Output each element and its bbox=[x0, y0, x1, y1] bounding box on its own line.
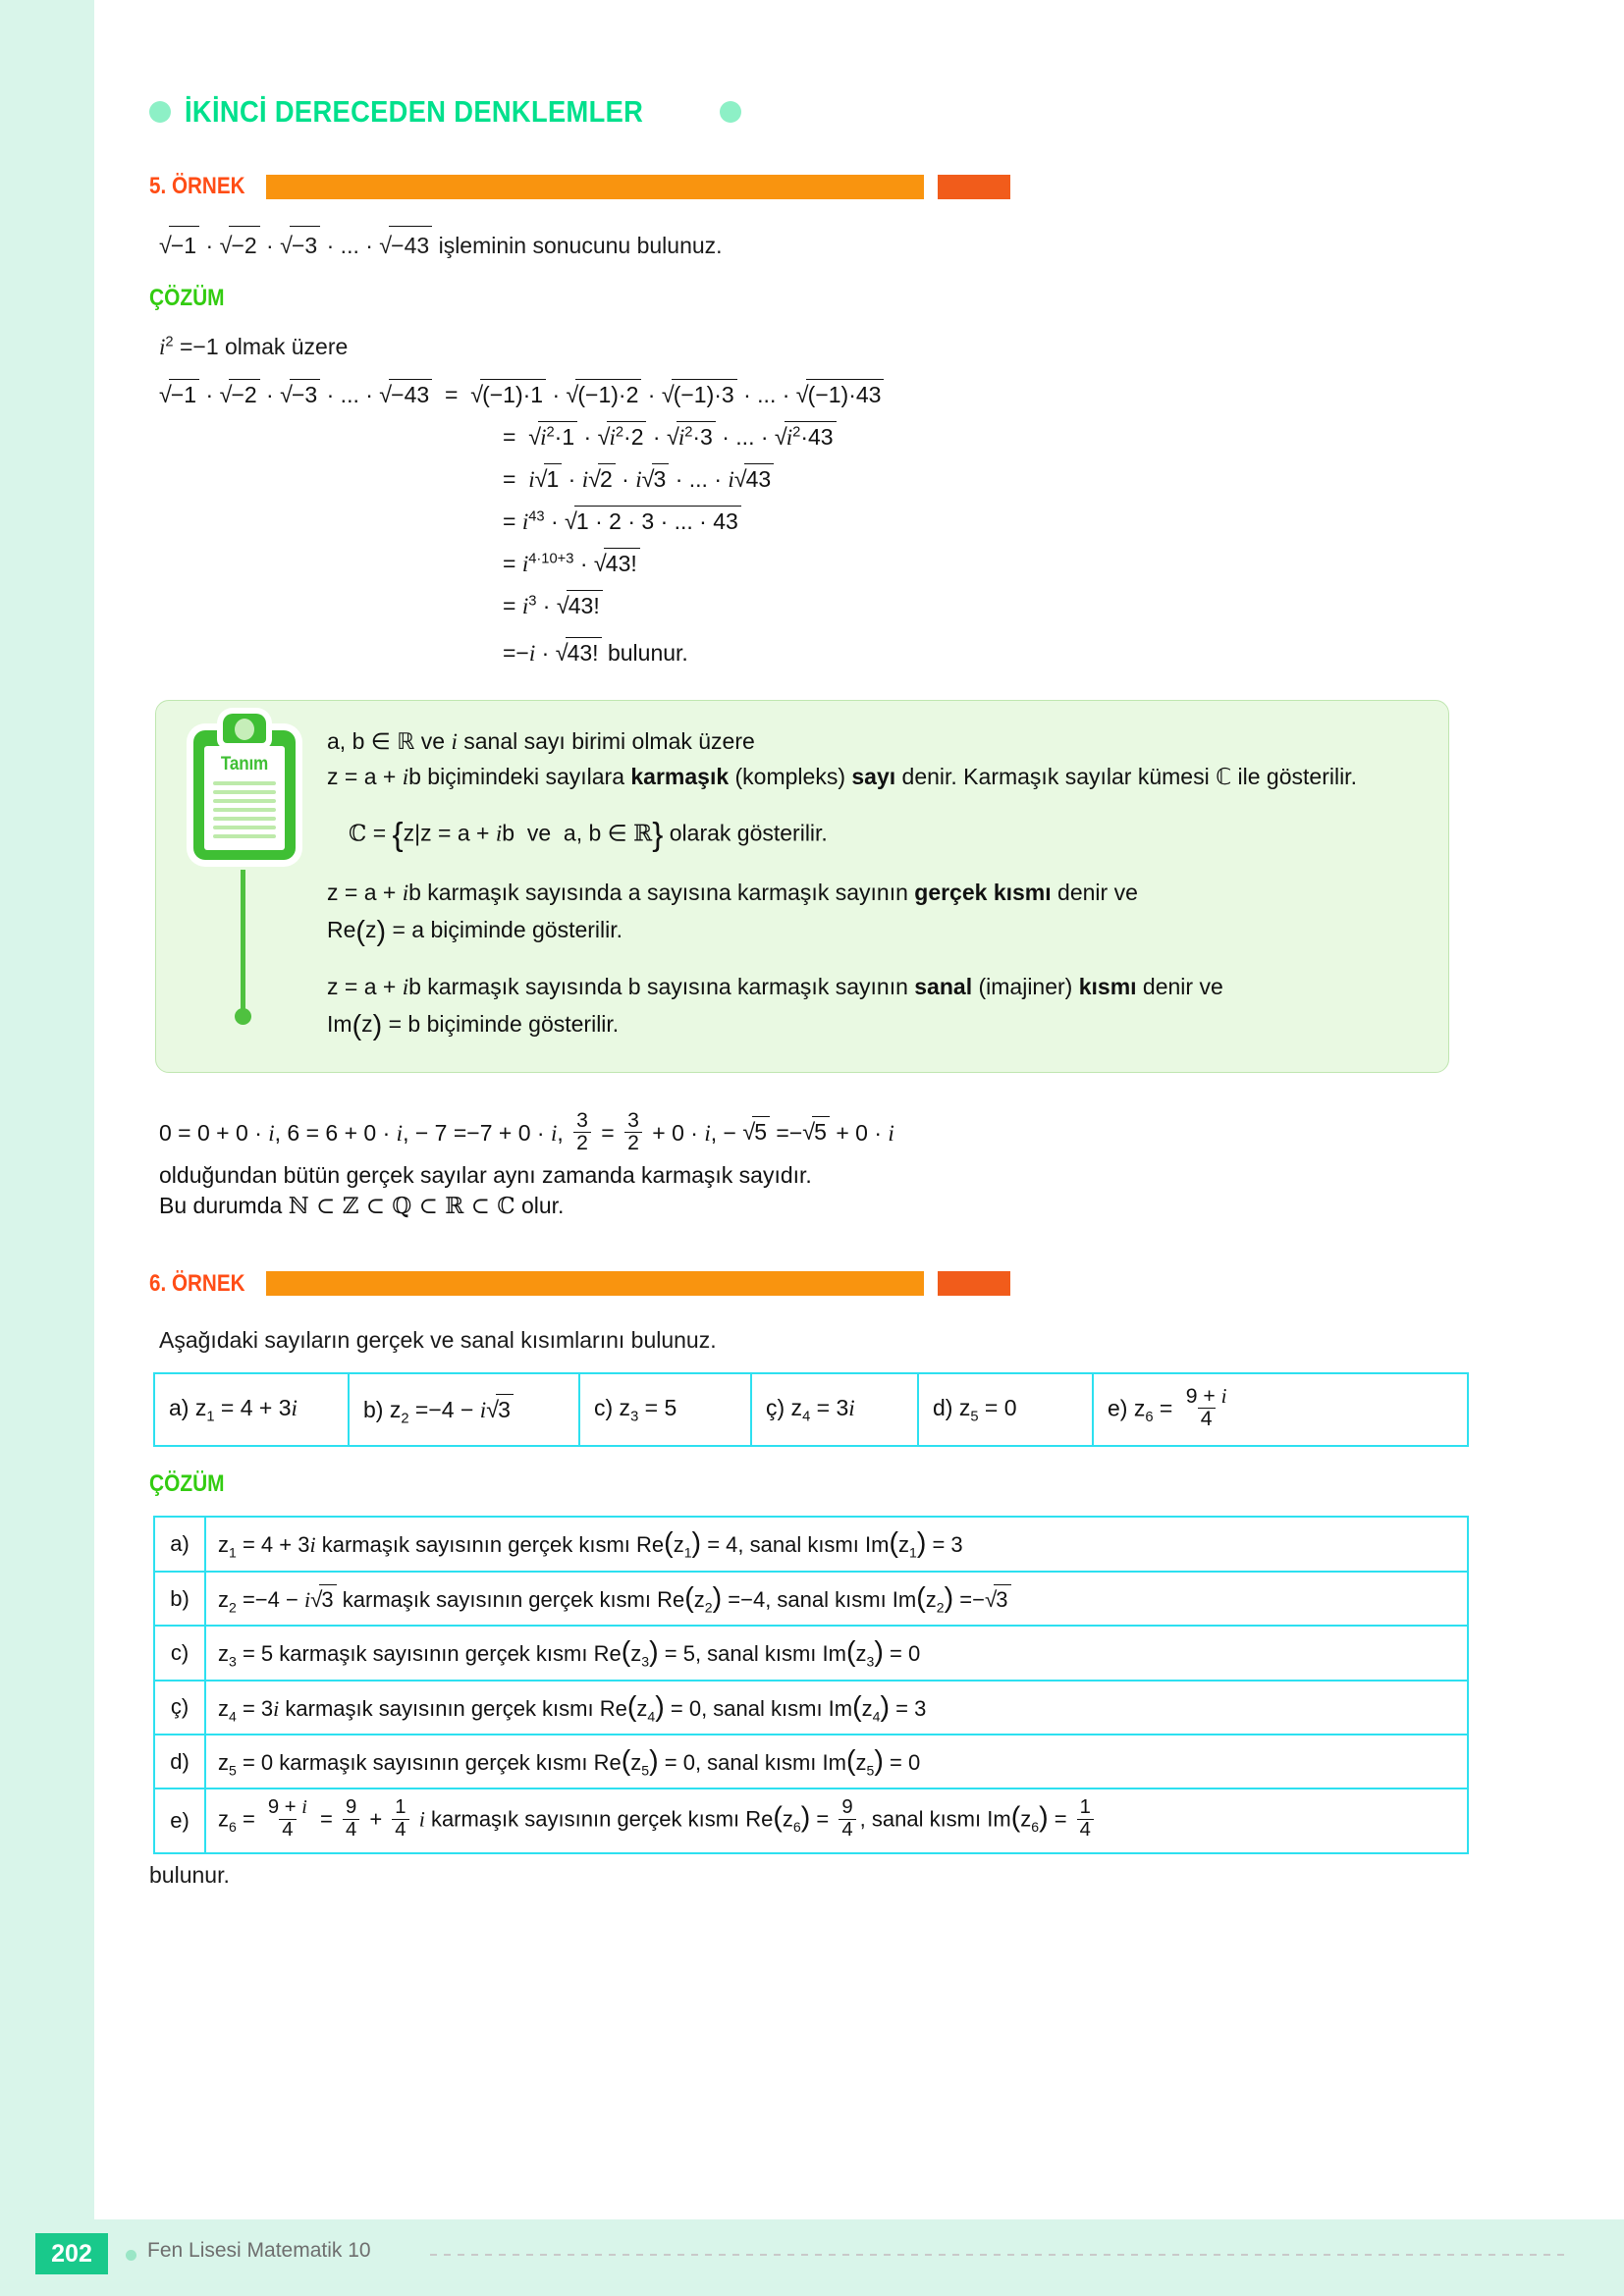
example6-question-table bbox=[153, 1372, 1469, 1447]
def-p1-i: i bbox=[451, 728, 458, 754]
solution-mid-c: karmaşık sayısının gerçek kısmı bbox=[279, 1641, 588, 1667]
premise-i: i bbox=[159, 335, 166, 360]
definition-icon-column bbox=[180, 724, 317, 1048]
table-row bbox=[154, 1681, 1468, 1735]
remark-line2-pre: Bu durumda bbox=[159, 1192, 283, 1218]
item-key-c: c) bbox=[594, 1395, 614, 1421]
def-p2-bold1: karmaşık bbox=[630, 763, 730, 789]
def-p2-bold2: sayı bbox=[851, 763, 896, 789]
example6-banner bbox=[149, 1270, 1524, 1298]
def-p2-mid2: (kompleks) bbox=[729, 763, 852, 789]
question-cell-b: b) $z_2 =-4 - i√3$ bbox=[349, 1373, 579, 1446]
page-content bbox=[149, 94, 1524, 1892]
page-number-badge: 202 bbox=[35, 2233, 108, 2274]
example6-solution-table bbox=[153, 1516, 1469, 1853]
chapter-heading bbox=[149, 94, 1524, 130]
example5-cozum-label: ÇÖZÜM bbox=[149, 285, 225, 312]
solution-sep-a: , sanal kısmı bbox=[737, 1532, 859, 1558]
def-p5-bold: sanal bbox=[914, 973, 973, 999]
solution-key-b: b) bbox=[154, 1572, 205, 1626]
remark-math-line: 0 = 0 + 0 · i, 6 = 6 + 0 · i, − 7 =−7 + 0 · i, $\frac{3}{2}$ = $\frac{3}{2}$ + 0 · i, − √5 =−√5 + 0 · i bbox=[159, 1108, 894, 1154]
solution-sep-cc: , sanal kısmı bbox=[701, 1695, 823, 1721]
example6-bar-end bbox=[938, 1271, 1010, 1296]
solution-value-a: $z_1 = 4 + 3i$ karmaşık sayısının gerçek kısmı $Re(z_1) = 4$, sanal kısmı $Im(z_1) = 3$ bbox=[205, 1517, 1468, 1571]
solution-value-c: $z_3 = 5$ karmaşık sayısının gerçek kısmı $Re(z_3) = 5$, sanal kısmı $Im(z_3) = 0$ bbox=[205, 1626, 1468, 1680]
table-row bbox=[154, 1572, 1468, 1626]
example5-bar-end bbox=[938, 175, 1010, 199]
def-p4-bold: gerçek kısmı bbox=[914, 880, 1052, 906]
remark-set-chain: ℕ ⊂ ℤ ⊂ ℚ ⊂ ℝ ⊂ ℂ bbox=[288, 1193, 515, 1219]
footer-book-title: Fen Lisesi Matematik 10 bbox=[147, 2239, 371, 2262]
def-p2-pre: z = a + bbox=[327, 763, 403, 789]
definition-box bbox=[155, 700, 1449, 1073]
example6-cozum-label: ÇÖZÜM bbox=[149, 1470, 225, 1498]
example5-derivation bbox=[159, 379, 1524, 667]
def-p5-pre: z = a + bbox=[327, 973, 403, 999]
table-row bbox=[154, 1517, 1468, 1571]
bullet-dot-icon-right bbox=[720, 101, 741, 123]
solution-value-d: $z_5 = 0$ karmaşık sayısının gerçek kısmı $Re(z_5) = 0$, sanal kısmı $Im(z_5) = 0$ bbox=[205, 1735, 1468, 1789]
solution-key-e: e) bbox=[154, 1789, 205, 1852]
premise-text: olmak üzere bbox=[225, 334, 349, 360]
solution-key-d: d) bbox=[154, 1735, 205, 1789]
definition-paragraph-real: z = a + ib karmaşık sayısında a sayısına karmaşık sayının gerçek kısmı denir ve Re(z) = a biçiminde gösterilir. bbox=[327, 880, 1138, 948]
item-key-e: e) bbox=[1108, 1395, 1128, 1421]
derivation-step-4: = $i^{43} \cdot √1 \cdot 2 \cdot 3$ · ... · 43 bbox=[159, 506, 1524, 535]
table-row bbox=[154, 1789, 1468, 1852]
item-key-d: d) bbox=[933, 1395, 953, 1421]
derivation-step-1: √−1 · √−2 · √−3 · ... · √−43 = √(−1)·1 · √(−1)·2 · √(−1)·3 · ... · √(−1)·43 bbox=[159, 379, 1524, 408]
solution-key-cc: ç) bbox=[154, 1681, 205, 1735]
solution-mid-a: karmaşık sayısının gerçek kısmı bbox=[321, 1532, 630, 1558]
question-cell-c: c) $z_3 = 5$ bbox=[579, 1373, 751, 1446]
solution-key-a: a) bbox=[154, 1517, 205, 1571]
def-p2-mid: b biçimindeki sayılara bbox=[408, 763, 631, 789]
page-canvas bbox=[94, 0, 1624, 2296]
item-key-b: b) bbox=[363, 1396, 384, 1422]
question-cell-d: d) $z_5 = 0$ bbox=[918, 1373, 1093, 1446]
item-key-a: a) bbox=[169, 1395, 189, 1421]
derivation-step-6: = $i^3 \cdot √43$! bbox=[159, 590, 1524, 619]
derivation-step-5: = $i^{4\cdot 10+3} \cdot √43$! bbox=[159, 548, 1524, 577]
def-p4-pre: z = a + bbox=[327, 880, 403, 906]
solution-value-b: $z_2 =-4 - i√3$ karmaşık sayısının gerçek kısmı $Re(z_2) =-4$, sanal kısmı $Im(z_2) =-√3$ bbox=[205, 1572, 1468, 1626]
solution-key-c: c) bbox=[154, 1626, 205, 1680]
solution-value-cc: $z_4 = 3i$ karmaşık sayısının gerçek kısmı $Re(z_4) = 0$, sanal kısmı $Im(z_4) = 3$ bbox=[205, 1681, 1468, 1735]
solution-mid-b: karmaşık sayısının gerçek kısmı bbox=[342, 1586, 651, 1612]
clipboard-hole-icon bbox=[235, 719, 254, 740]
def-p2-i: i bbox=[402, 764, 409, 789]
clipboard-lines-icon bbox=[211, 781, 278, 838]
derivation-step-7: =−i · √43! bulunur. bbox=[159, 637, 1524, 667]
example5-question-expression: √−1 · √−2 · √−3 · ... · √−43 bbox=[159, 233, 439, 258]
item-key-cc: ç) bbox=[766, 1395, 785, 1421]
chapter-title: İKİNCİ DERECEDEN DENKLEMLER bbox=[185, 94, 644, 129]
right-brace: } bbox=[652, 816, 664, 853]
page-footer bbox=[0, 2219, 1624, 2296]
example5-question-tail: işleminin sonucunu bulunuz. bbox=[438, 233, 723, 258]
table-row bbox=[154, 1373, 1468, 1446]
example5-question bbox=[159, 226, 1524, 263]
def-p5-mid2: (imajiner) bbox=[972, 973, 1079, 999]
example5-banner bbox=[149, 173, 1524, 200]
solution-mid-cc: karmaşık sayısının gerçek kısmı bbox=[285, 1695, 594, 1721]
example6-label: 6. ÖRNEK bbox=[149, 1269, 245, 1297]
footer-dot-icon bbox=[126, 2250, 136, 2261]
derivation-step-2: = $√i^2\cdot 1 \cdot √i^2\cdot 2 \cdot √i^2\cdot 3$ · ... · $√i^2\cdot 43$ bbox=[159, 421, 1524, 451]
footer-dashed-rule bbox=[430, 2254, 1569, 2256]
solution-mid-d: karmaşık sayısının gerçek kısmı bbox=[279, 1750, 588, 1775]
real-numbers-remark bbox=[159, 1108, 1524, 1219]
clipboard-icon bbox=[193, 730, 296, 860]
solution-value-e: $z_6$ = $\frac{9 + i}{4}$ = $\frac{9}{4}$ + $\frac{1}{4}$ i karmaşık sayısının gerçek kısmı $Re(z_6)$ = $\frac{9}{4}$ , sanal kısmı $Im(z_6)$ = $\frac{1}{4}$ bbox=[205, 1789, 1468, 1852]
definition-stem-connector bbox=[241, 870, 245, 1017]
solution-sep-d: , sanal kısmı bbox=[694, 1750, 817, 1775]
question-cell-cc: ç) $z_4 = 3i$ bbox=[751, 1373, 918, 1446]
question-cell-a: a) $z_1 = 4 + 3i$ bbox=[154, 1373, 349, 1446]
clipboard-paper bbox=[204, 746, 285, 850]
example5-premise: $i^2 =-1$ olmak üzere bbox=[159, 334, 349, 360]
example5-bar bbox=[266, 175, 924, 199]
table-row bbox=[154, 1626, 1468, 1680]
table-row bbox=[154, 1735, 1468, 1789]
left-brace: { bbox=[392, 816, 404, 853]
def-p4-mid: b karmaşık sayısında a sayısına karmaşık sayının bbox=[408, 880, 915, 906]
set-symbol-R: ℝ bbox=[633, 821, 653, 847]
solution-sep-e: , sanal kısmı bbox=[859, 1806, 982, 1832]
example5-label: 5. ÖRNEK bbox=[149, 173, 245, 199]
definition-body bbox=[327, 724, 1419, 1048]
solution-sep-c: , sanal kısmı bbox=[694, 1641, 817, 1667]
derivation-closing: bulunur. bbox=[607, 639, 688, 666]
example6-question: Aşağıdaki sayıların gerçek ve sanal kısımlarını bulunuz. bbox=[159, 1326, 717, 1353]
def-p1-b: sanal sayı birimi olmak üzere bbox=[463, 727, 755, 754]
remark-line2-tail: olur. bbox=[520, 1192, 565, 1218]
def-p5-mid: b karmaşık sayısında b sayısına karmaşık sayının bbox=[408, 973, 915, 999]
def-p4-i: i bbox=[402, 881, 409, 906]
def-p5-i: i bbox=[402, 974, 409, 999]
definition-paragraph-set: ℂ = {z|z = a + ib ve a, b ∈ ℝ} olarak gösterilir. bbox=[349, 816, 828, 853]
solution-sep-b: , sanal kısmı bbox=[765, 1586, 887, 1612]
def-p2-tail: denir. Karmaşık sayılar kümesi ℂ ile gösterilir. bbox=[895, 763, 1357, 789]
bullet-dot-icon bbox=[149, 101, 171, 123]
question-cell-e: e) $z_6$ = $\frac{9 + i}{4}$ bbox=[1093, 1373, 1468, 1446]
definition-paragraph-1 bbox=[327, 724, 1419, 795]
derivation-step-3: = i√1 · i√2 · i√3 · ... · i√43 bbox=[159, 463, 1524, 493]
definition-icon-label: Tanım bbox=[220, 753, 269, 774]
example6-closing: bulunur. bbox=[149, 1861, 230, 1888]
set-symbol-C: ℂ bbox=[349, 821, 367, 847]
remark-line-1: olduğundan bütün gerçek sayılar aynı zamanda karmaşık sayıdır. bbox=[159, 1161, 812, 1188]
definition-paragraph-imag: z = a + ib karmaşık sayısında b sayısına karmaşık sayının sanal (imajiner) kısmı denir ve Im(z) = b biçiminde gösterilir. bbox=[327, 973, 1223, 1041]
def-p1-a: a, b ∈ ℝ ve bbox=[327, 727, 446, 754]
solution-mid-e: karmaşık sayısının gerçek kısmı bbox=[430, 1806, 740, 1832]
def-p5-bold2: kısmı bbox=[1078, 973, 1137, 999]
example6-bar bbox=[266, 1271, 924, 1296]
remark-line-2 bbox=[159, 1193, 1524, 1219]
left-margin-band bbox=[0, 0, 94, 2296]
